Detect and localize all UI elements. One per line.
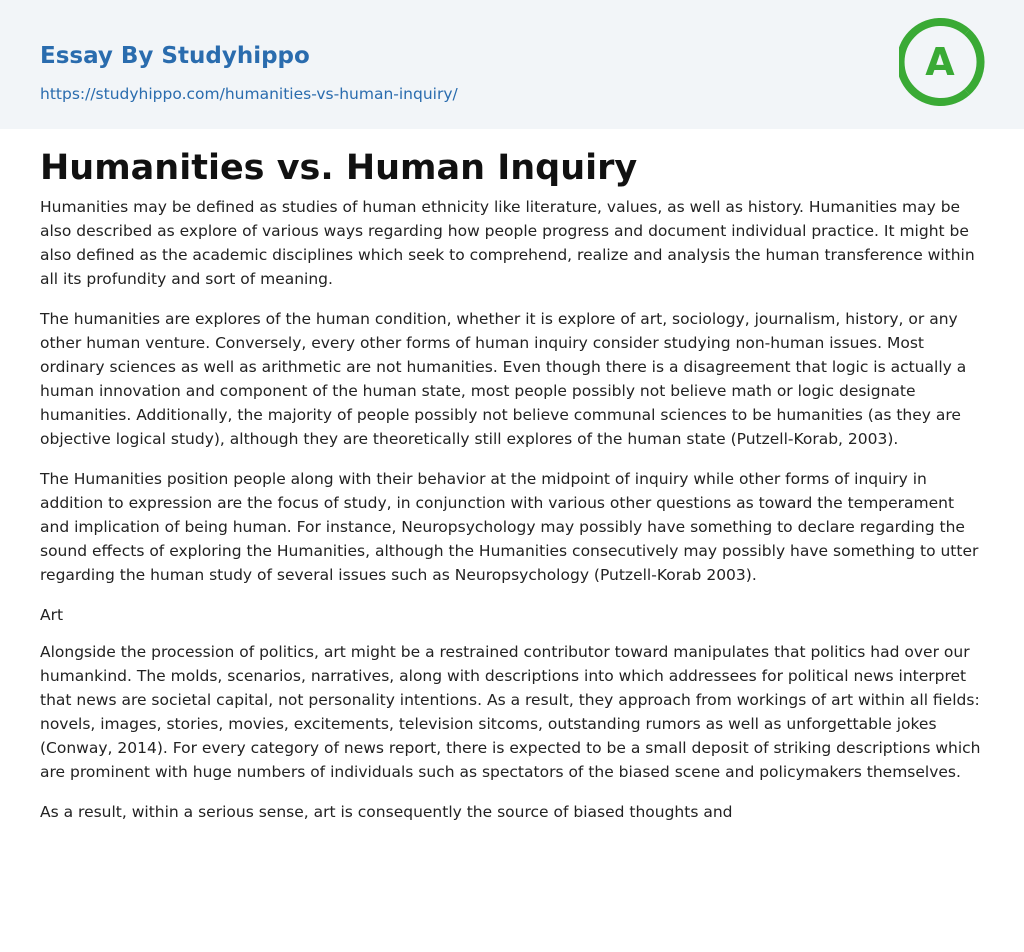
paragraph-2: The humanities are explores of the human condition, whether it is explore of art, sociology, journalism, history, or any other human venture. Conversely, every other forms of human inquiry consider studying non-human issues. Most ordinary sciences as well as arithmetic are not humanities. Even though there is a disagreement that logic is actually a human innovation and component of the human state, most people possibly not believe math or logic designate humanities. Additionally, the majority of people possibly not believe communal sciences to be humanities (as they are objective logical study), although they are theoretically still explores of the human state (Putzell-Korab, 2003). [40, 310, 967, 448]
page-title: Humanities vs. Human Inquiry [40, 148, 638, 188]
site-header [0, 0, 1024, 129]
paragraph-3: The Humanities position people along with their behavior at the midpoint of inquiry while other forms of inquiry in addition to expression are the focus of study, in conjunction with various other questions as toward the temperament and implication of being human. For instance, Neuropsychology may possibly have something to declare regarding the sound effects of exploring the Humanities, although the Humanities consecutively may possibly have something to utter regarding the human study of several issues such as Neuropsychology (Putzell-Korab 2003). [40, 470, 979, 584]
studyhippo-logo-icon[interactable] [899, 17, 989, 107]
brand-title[interactable]: Essay By Studyhippo [40, 43, 310, 69]
paragraph-4: Alongside the procession of politics, art might be a restrained contributor toward manipulates that politics had over our humankind. The molds, scenarios, narratives, along with descriptions into which addressees for political news interpret that news are societal capital, not personality intentions. As a result, they approach from workings of art within all fields: novels, images, stories, movies, excitements, television sitcoms, outstanding rumors as well as unforgettable jokes (Conway, 2014). For every category of news report, there is expected to be a small deposit of striking descriptions which are prominent with huge numbers of individuals such as spectators of the biased scene and policymakers themselves. [40, 643, 981, 781]
paragraph-1: Humanities may be defined as studies of human ethnicity like literature, values, as well as history. Humanities may be also described as explore of various ways regarding how people progress and document individual practice. It might be also defined as the academic disciplines which seek to comprehend, realize and analysis the human transference within all its profundity and sort of meaning. [40, 198, 975, 288]
paragraph-5: As a result, within a serious sense, art is consequently the source of biased thoughts and [40, 803, 733, 821]
logo-letter: A [925, 40, 955, 84]
page-url-link[interactable]: https://studyhippo.com/humanities-vs-human-inquiry/ [40, 85, 458, 103]
article-body [40, 145, 986, 840]
section-heading-art: Art [40, 606, 64, 624]
